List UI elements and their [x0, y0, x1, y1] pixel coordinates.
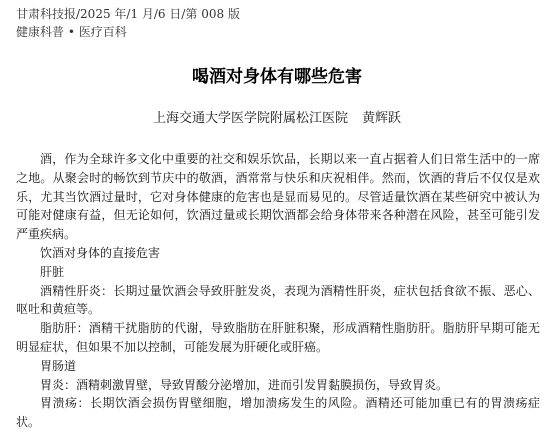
author-name: 黄辉跃 — [362, 111, 402, 126]
section-heading: 饮酒对身体的直接危害 — [40, 245, 161, 260]
subsection-heading-gi-tract: 胃肠道 — [40, 358, 77, 373]
publication-source-line: 甘肃科技报/2025 年/1 月/6 日/第 008 版 — [16, 7, 240, 21]
author-affiliation: 上海交通大学医学院附属松江医院 — [152, 111, 348, 126]
paragraph-alcoholic-hepatitis: 酒精性肝炎：长期过量饮酒会导致肝脏发炎，表现为酒精性肝炎，症状包括食欲不振、恶心、呕吐和黄疸等。 — [16, 283, 540, 317]
paragraph-fatty-liver: 脂肪肝：酒精干扰脂肪的代谢，导致脂肪在肝脏积聚，形成酒精性脂肪肝。脂肪肝早期可能无明显症状，但如果不加以控制，可能发展为肝硬化或肝癌。 — [16, 321, 540, 354]
byline — [0, 110, 554, 128]
section-line: 健康科普 • 医疗百科 — [16, 25, 127, 39]
paragraph-gastritis: 胃炎：酒精刺激胃壁，导致胃酸分泌增加，进而引发胃黏膜损伤，导致胃炎。 — [40, 377, 449, 392]
intro-paragraph: 酒，作为全球许多文化中重要的社交和娱乐饮品，长期以来一直占据着人们日常生活中的一席之地。从聚会时的畅饮到节庆中的敬酒，酒常常与快乐和庆祝相伴。然而，饮酒的背后不仅仅是欢乐，尤其当饮酒过量时，它对身体健康的危害也是显而易见的。尽管适量饮酒在某些研究中被认为可能对健康有益，但无论如何，饮酒过量或长期饮酒都会给身体带来各种潜在风险，甚至可能引发严重疾病。 — [16, 152, 540, 242]
paragraph-gastric-ulcer: 胃溃疡：长期饮酒会损伤胃壁细胞，增加溃疡发生的风险。酒精还可能加重已有的胃溃疡症状。 — [16, 396, 540, 430]
article-title: 喝酒对身体有哪些危害 — [192, 67, 362, 87]
article-body — [16, 150, 540, 432]
subsection-heading-liver: 肝脏 — [40, 264, 65, 279]
